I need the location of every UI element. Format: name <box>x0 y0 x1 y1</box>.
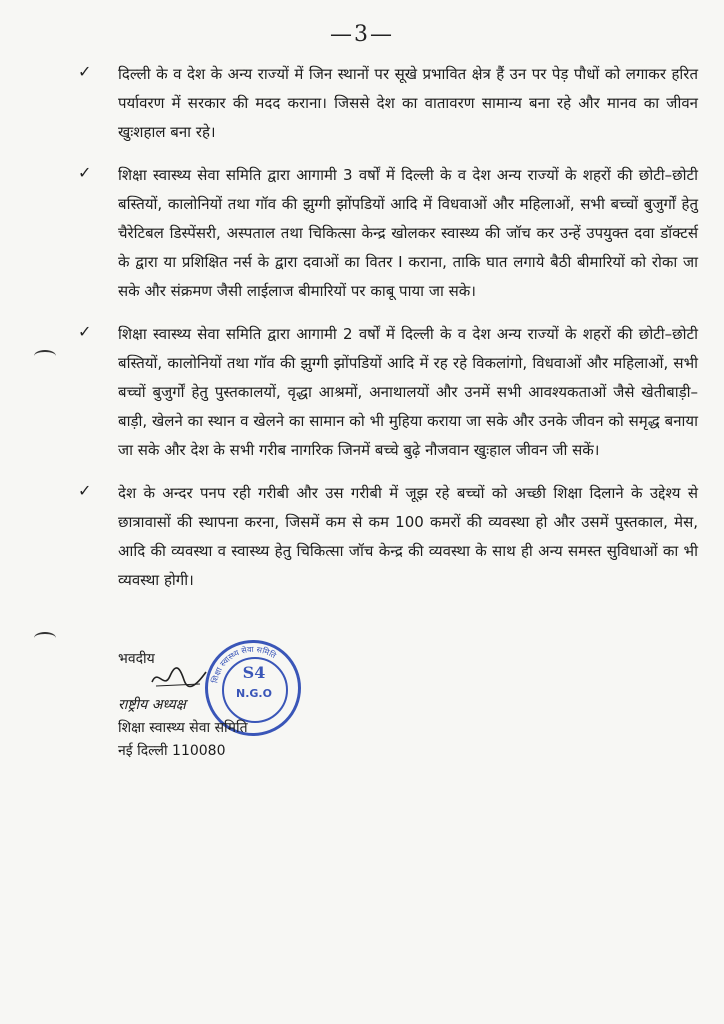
list-item <box>78 320 698 465</box>
item-text: शिक्षा स्वास्थ्य सेवा समिति द्वारा आगामी 3 वर्षों में दिल्ली के व देश अन्य राज्यों के शहरों की छोटी–छोटी बस्तियों, कालोनियों तथा गॉव की झुग्गी झोंपडियों आदि में विधवाओं और महिलाओं, सभी बच्चों बुजुर्गों हेतु चैरेटिबल डिस्पेंसरी, अस्पताल तथा चिकित्सा केन्द्र खोलकर स्वास्थ्य की जॉच कर उन्हें उपयुक्त दवा डॉक्टर्स के द्वारा या प्रशिक्षित नर्स के द्वारा दवाओं का वितर I कराना, ताकि घात लगाये बैठी बीमारियों को रोका जा सके और संक्रमण जैसी लाईलाज बीमारियों पर काबू पाया जा सके। <box>118 166 698 300</box>
checkmark-icon: ✓ <box>78 481 92 500</box>
checkmark-icon: ✓ <box>78 62 92 81</box>
item-text: दिल्ली के व देश के अन्य राज्यों में जिन स्थानों पर सूखे प्रभावित क्षेत्र हैं उन पर पेड़ पौधों को लगाकर हरित पर्यावरण में सरकार की मदद कराना। जिससे देश का वातावरण सामान्य बना रहे और मानव का जीवन खुःशहाल बना रहे। <box>118 65 698 141</box>
list-item <box>78 60 698 147</box>
stamp-center-text: S4 <box>242 663 266 682</box>
designation: राष्ट्रीय अध्यक्ष <box>118 697 186 713</box>
list-item <box>78 479 698 595</box>
stamp-ring-text: शिक्षा स्वास्थ्य सेवा समिति <box>210 644 278 684</box>
stamp-sub-text: N.G.O <box>236 687 272 700</box>
item-text: देश के अन्दर पनप रही गरीबी और उस गरीबी में जूझ रहे बच्चों को अच्छी शिक्षा दिलाने के उद्देश्य से छात्रावासों की स्थापना करना, जिसमें कम से कम 100 कमरों की व्यवस्था हो और उसमें पुस्तकाल, मेस, आदि की व्यवस्था व स्वास्थ्य हेतु चिकित्सा जॉच केन्द्र की व्यवस्था के साथ ही अन्य समस्त सुविधाओं का भी व्यवस्था होगी। <box>118 484 698 589</box>
organization-name: शिक्षा स्वास्थ्य सेवा समिति <box>118 720 248 736</box>
page-number: —3— <box>330 22 394 47</box>
checkmark-icon: ✓ <box>78 322 92 341</box>
margin-mark-icon <box>34 350 56 362</box>
closing-block <box>118 648 248 763</box>
salutation: भवदीय <box>118 651 155 667</box>
margin-mark-icon <box>34 632 56 644</box>
address: नई दिल्ली 110080 <box>118 743 226 759</box>
checkmark-icon: ✓ <box>78 163 92 182</box>
item-list <box>78 60 698 609</box>
item-text: शिक्षा स्वास्थ्य सेवा समिति द्वारा आगामी 2 वर्षों में दिल्ली के व देश अन्य राज्यों के शहरों की छोटी–छोटी बस्तियों, कालोनियों तथा गॉव की झुग्गी झोंपडियों आदि में रह रहे विकलांगो, विधवाओं और महिलाओं, सभी बच्चों बुजुर्गों हेतु पुस्तकालयों, वृद्धा आश्रमों, अनाथालयों और उनमें सभी आवश्यकताओं जैसे खेतीबाड़ी–बाड़ी, खेलने का स्थान व खेलने का सामान को भी मुहिया कराया जा सके और उनके जीवन को समृद्ध बनाया जा सके और देश के सभी गरीब नागरिक जिनमें बच्चे बुढ़े नौजवान खुःहाल जीवन जी सकें। <box>118 325 698 459</box>
list-item <box>78 161 698 306</box>
